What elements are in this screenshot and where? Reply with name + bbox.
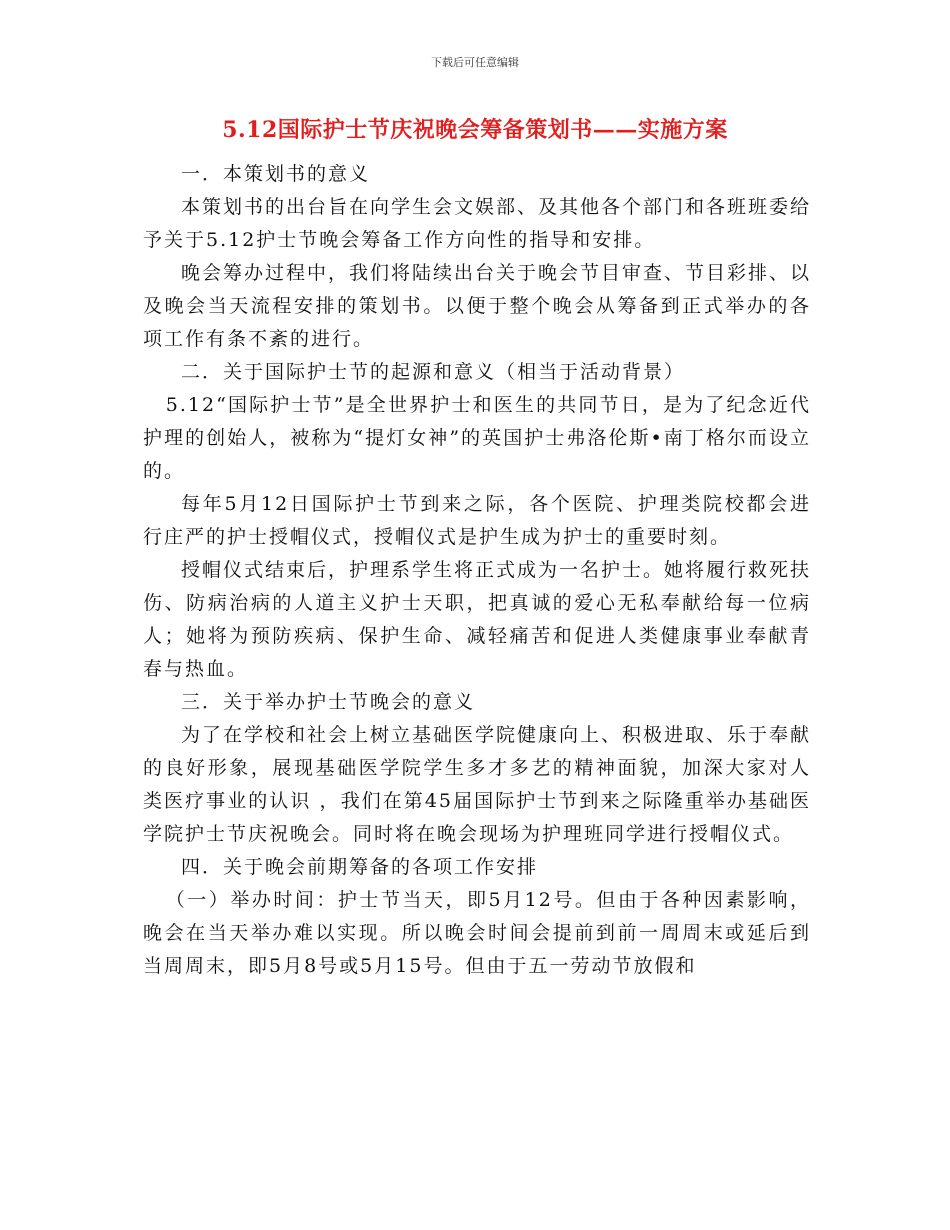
paragraph: 授帽仪式结束后，护理系学生将正式成为一名护士。她将履行救死扶伤、防病治病的人道主义护士天职，把真诚的爱心无私奉献给每一位病人；她将为预防疾病、保护生命、减轻痛苦和促进人类健康事业奉献青春与热血。 (143, 559, 812, 680)
paragraph: 本策划书的出台旨在向学生会文娱部、及其他各个部门和各班班委给予关于5.12护士节晚会筹备工作方向性的指导和安排。 (143, 196, 812, 251)
document-body (143, 158, 811, 983)
section-heading-1: 一．本策划书的意义 (181, 163, 371, 185)
paragraph: 晚会筹办过程中，我们将陆续出台关于晚会节目审查、节目彩排、以及晚会当天流程安排的策划书。以便于整个晚会从筹备到正式举办的各项工作有条不紊的进行。 (143, 262, 812, 350)
paragraph: 5.12“国际护士节”是全世界护士和医生的共同节日，是为了纪念近代护理的创始人，被称为“提灯女神”的英国护士弗洛伦斯•南丁格尔而设立的。 (143, 394, 811, 482)
section-heading-3: 三．关于举办护士节晚会的意义 (181, 691, 476, 713)
section-heading-2: 二．关于国际护士节的起源和意义（相当于活动背景） (181, 361, 686, 383)
document-title: 5.12国际护士节庆祝晚会筹备策划书——实施方案 (222, 117, 728, 143)
paragraph: 为了在学校和社会上树立基础医学院健康向上、积极进取、乐于奉献的良好形象，展现基础医学院学生多才多艺的精神面貌，加深大家对人类医疗事业的认识 ，我们在第45届国际护士节到来之际隆重举办基础医学院护士节庆祝晚会。同时将在晚会现场为护理班同学进行授帽仪式。 (143, 724, 812, 845)
paragraph: （一）举办时间：护士节当天，即5月12号。但由于各种因素影响，晚会在当天举办难以实现。所以晚会时间会提前到前一周周末或延后到当周周末，即5月8号或5月15号。但由于五一劳动节放假和 (143, 889, 811, 977)
paragraph: 每年5月12日国际护士节到来之际，各个医院、护理类院校都会进行庄严的护士授帽仪式，授帽仪式是护生成为护士的重要时刻。 (143, 493, 811, 548)
section-heading-4: 四．关于晚会前期筹备的各项工作安排 (181, 856, 539, 878)
header-note: 下载后可任意编辑 (431, 56, 519, 69)
